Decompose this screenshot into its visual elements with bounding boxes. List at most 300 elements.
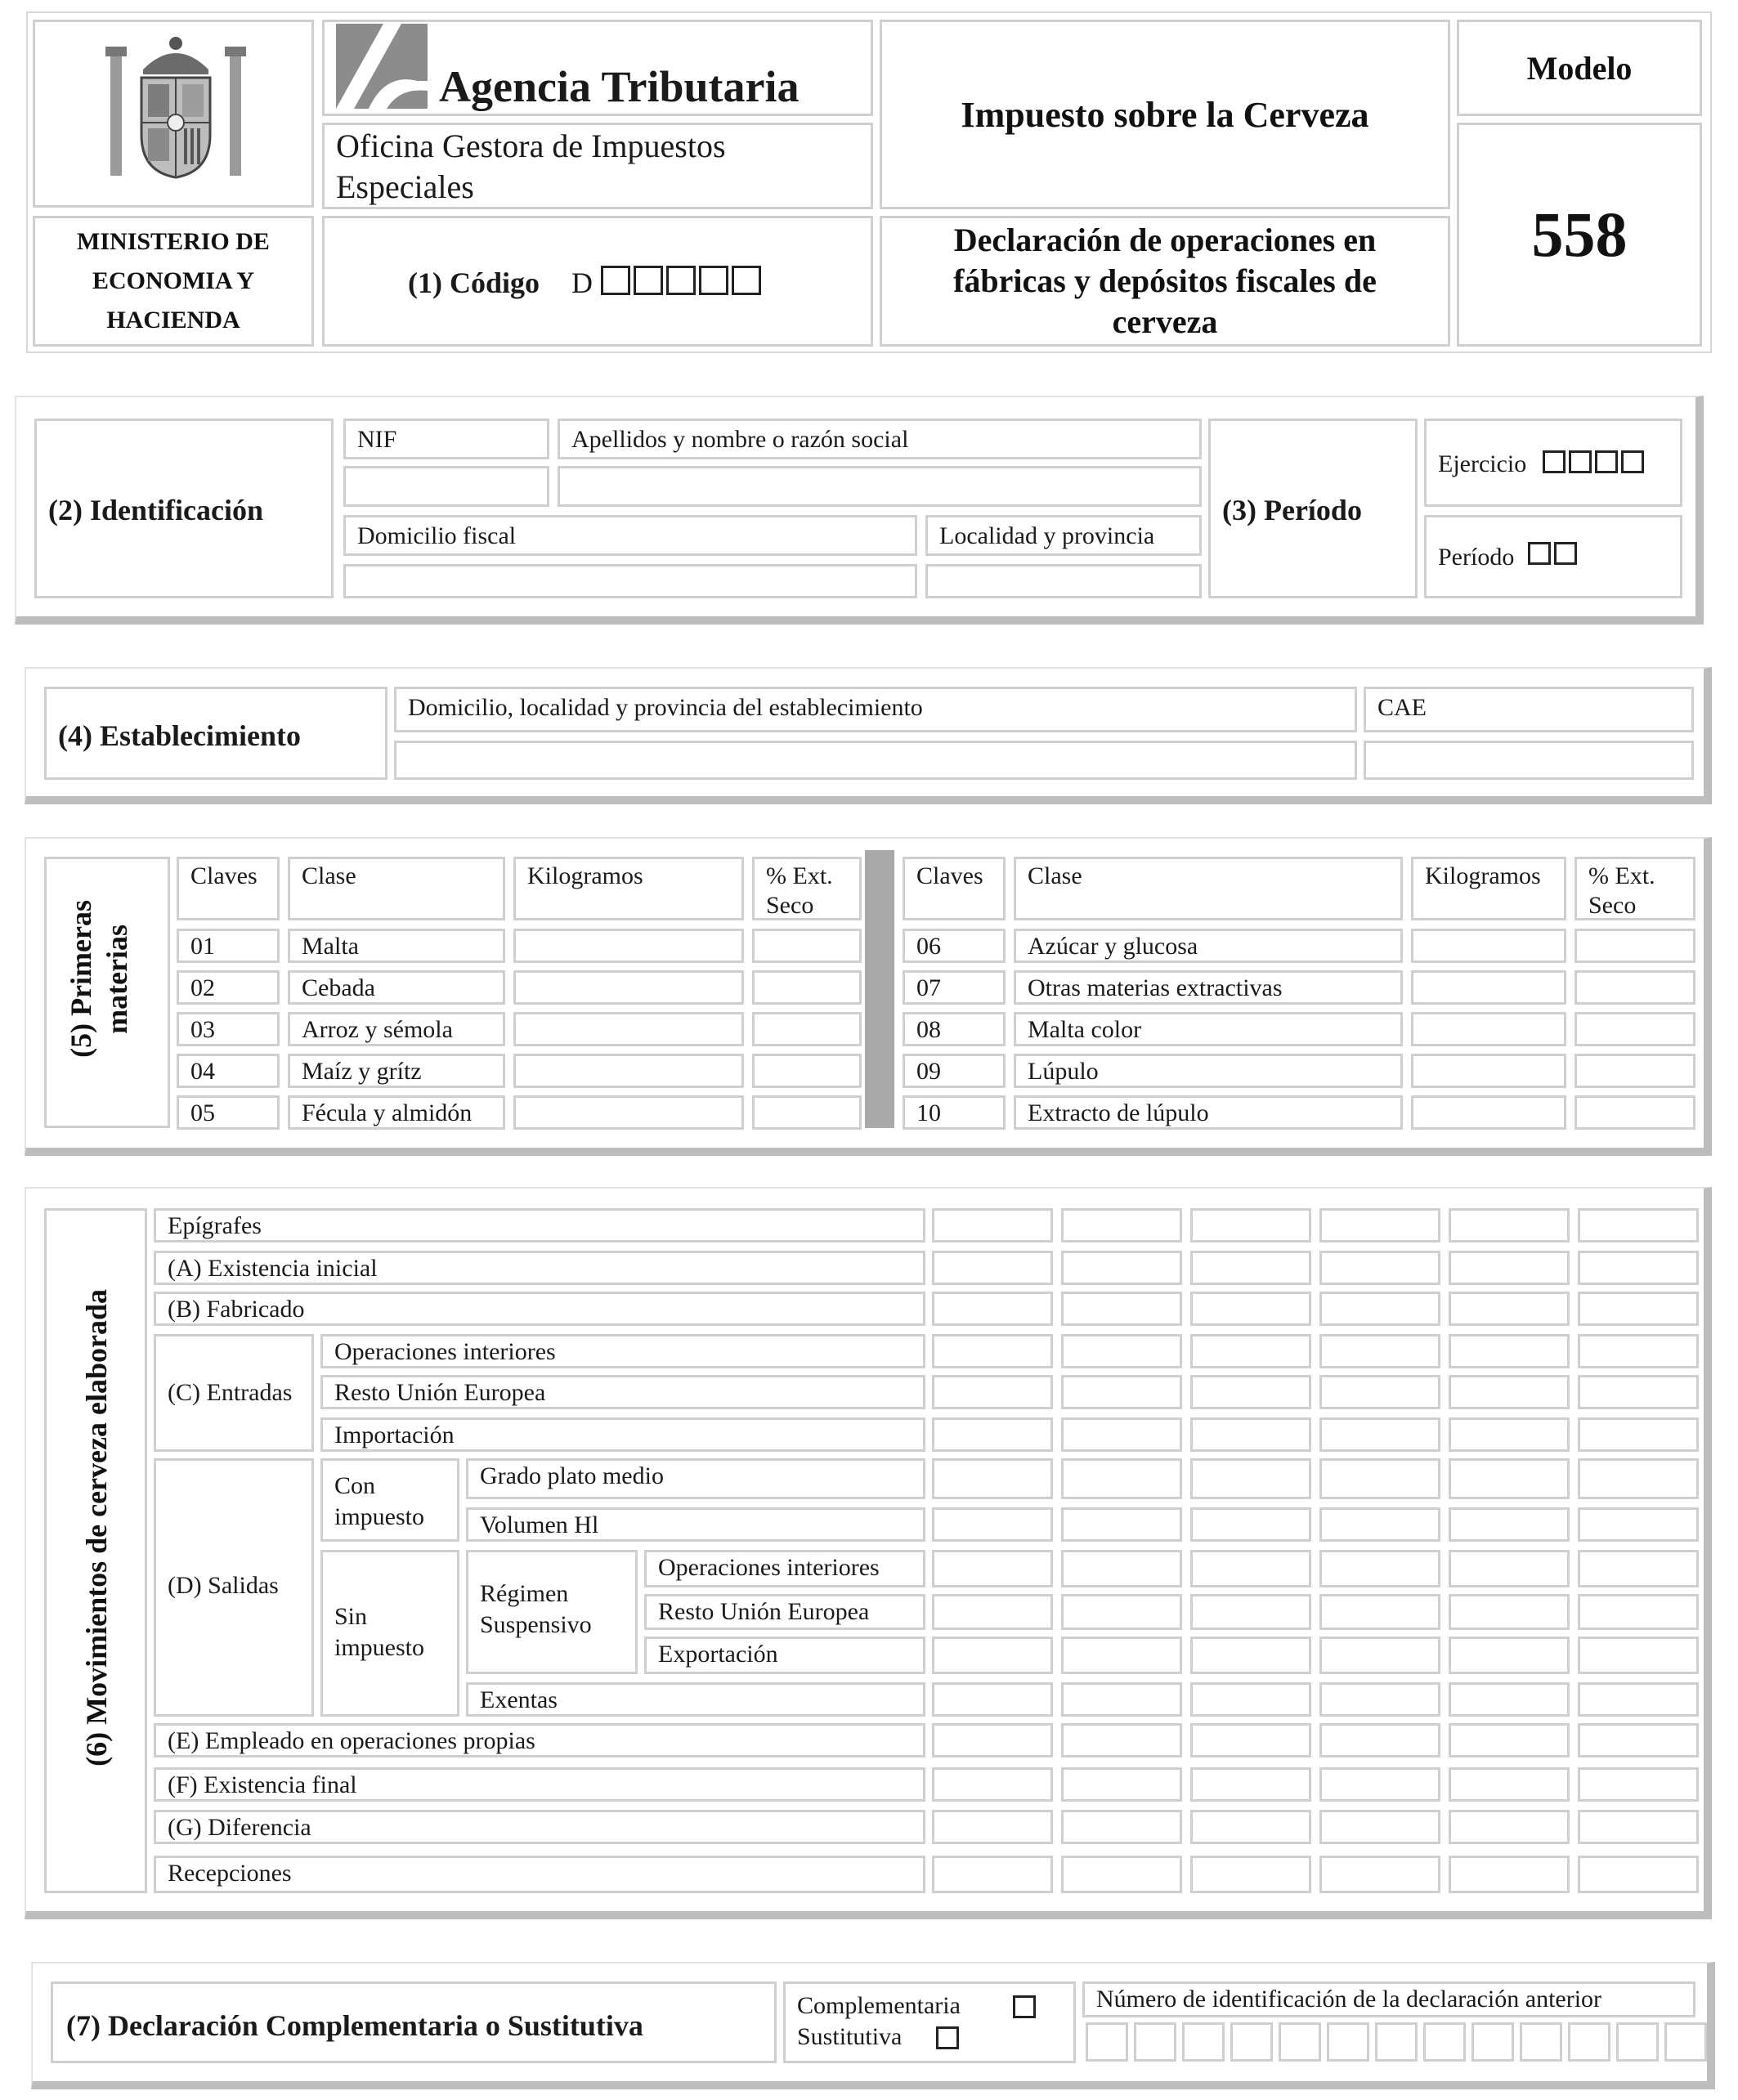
raw-material-name-text: Fécula y almidón (302, 1099, 473, 1126)
importacion-label-text: Importación (334, 1422, 455, 1449)
movement-value-input[interactable] (1061, 1550, 1182, 1587)
movement-value-input[interactable] (1319, 1810, 1440, 1844)
exentas-label-text: Exentas (480, 1686, 558, 1713)
raw-material-kg-input[interactable] (513, 1054, 744, 1088)
left-kg-header-text: Kilogramos (527, 862, 643, 889)
movement-value-input[interactable] (1190, 1682, 1311, 1717)
cae-label-cell (1364, 687, 1694, 732)
raw-material-kg-input[interactable] (1411, 1012, 1566, 1046)
sustitutiva-label: Sustitutiva (797, 2023, 903, 2050)
movement-value-input[interactable] (1449, 1856, 1570, 1893)
ejercicio-digit-box[interactable] (1621, 450, 1644, 473)
previous-declaration-digit-box[interactable] (1086, 2022, 1128, 2062)
code-cell (322, 216, 873, 347)
grado-plato-label-text: Grado plato medio (480, 1462, 664, 1489)
raw-material-kg-input[interactable] (513, 1095, 744, 1130)
movement-value-input[interactable] (932, 1375, 1053, 1409)
ejercicio-digit-box[interactable] (1595, 450, 1618, 473)
previous-declaration-digit-box[interactable] (1230, 2022, 1273, 2062)
movement-value-input[interactable] (932, 1458, 1053, 1499)
raw-material-ext-input[interactable] (1575, 1095, 1695, 1130)
right-clase-header-text: Clase (1028, 862, 1082, 889)
movement-value-input[interactable] (1190, 1723, 1311, 1757)
coat-of-arms-icon (94, 29, 258, 184)
raw-materials-title: (5) Primeras materias (65, 900, 133, 1058)
modelo-label-cell (1457, 20, 1702, 116)
raw-material-kg-input[interactable] (1411, 970, 1566, 1005)
movement-value-input[interactable] (1578, 1810, 1699, 1844)
movement-value-input[interactable] (1190, 1507, 1311, 1542)
raw-material-code (177, 1095, 280, 1130)
left-clase-header-text: Clase (302, 862, 356, 889)
raw-material-code (177, 1054, 280, 1088)
establishment-address-label: Domicilio, localidad y provincia del establecimiento (408, 694, 923, 721)
movement-value-input[interactable] (1449, 1594, 1570, 1630)
movement-value-input[interactable] (1190, 1417, 1311, 1452)
movement-value-input[interactable] (1319, 1637, 1440, 1674)
movement-value-input[interactable] (1190, 1810, 1311, 1844)
complementary-title-cell (51, 1981, 777, 2063)
localidad-label-cell (925, 515, 1202, 556)
raw-material-code (177, 970, 280, 1005)
nif-label-cell (343, 419, 549, 459)
raw-material-ext-input[interactable] (752, 929, 862, 963)
previous-declaration-digit-box[interactable] (1471, 2022, 1514, 2062)
movement-value-input[interactable] (1449, 1723, 1570, 1757)
regimen-suspensivo-line2: Suspensivo (480, 1611, 592, 1638)
raw-material-code (903, 970, 1006, 1005)
raw-material-code-text: 07 (916, 974, 941, 1001)
movement-value-input[interactable] (1319, 1417, 1440, 1452)
movement-value-input[interactable] (1061, 1375, 1182, 1409)
volumen-label (466, 1507, 925, 1542)
entradas-group-label-text: (C) Entradas (168, 1379, 293, 1406)
right-claves-header (903, 857, 1006, 920)
ejercicio-digit-box[interactable] (1543, 450, 1566, 473)
movement-value-input[interactable] (1449, 1637, 1570, 1674)
movement-value-input[interactable] (1190, 1767, 1311, 1802)
declaration-line2: fábricas y depósitos fiscales de (953, 262, 1377, 299)
empleado-label (154, 1723, 925, 1757)
movement-value-input[interactable] (1578, 1637, 1699, 1674)
movement-value-input[interactable] (932, 1507, 1053, 1542)
movement-value-input[interactable] (1578, 1251, 1699, 1285)
movement-value-input[interactable] (1190, 1637, 1311, 1674)
raw-material-ext-input[interactable] (752, 1095, 862, 1130)
previous-declaration-digit-box[interactable] (1568, 2022, 1610, 2062)
raw-material-kg-input[interactable] (1411, 1054, 1566, 1088)
movement-value-input[interactable] (1190, 1251, 1311, 1285)
left-kg-header (513, 857, 744, 920)
epigrafes-label (154, 1208, 925, 1243)
movement-value-input[interactable] (1190, 1334, 1311, 1368)
regimen-suspensivo-label (466, 1550, 638, 1674)
raw-material-code-text: 08 (916, 1016, 941, 1043)
movement-value-input[interactable] (932, 1723, 1053, 1757)
movement-value-input[interactable] (1578, 1767, 1699, 1802)
fabricado-label-text: (B) Fabricado (168, 1296, 305, 1323)
right-claves-header-text: Claves (916, 862, 983, 889)
movements-title: (6) Movimientos de cerveza elaborada (80, 1289, 113, 1766)
raw-materials-title-cell (44, 857, 170, 1128)
entradas-ue-label (320, 1375, 925, 1409)
raw-material-ext-input[interactable] (1575, 929, 1695, 963)
salidas-group-label-text: (D) Salidas (168, 1572, 279, 1599)
raw-material-kg-input[interactable] (1411, 929, 1566, 963)
nif-input[interactable] (343, 466, 549, 507)
right-kg-header (1411, 857, 1566, 920)
raw-material-ext-input[interactable] (752, 1012, 862, 1046)
movement-value-input[interactable] (1578, 1594, 1699, 1630)
recepciones-label-text: Recepciones (168, 1860, 292, 1887)
raw-material-name (1014, 1095, 1403, 1130)
code-boxes (601, 266, 764, 295)
left-claves-header-text: Claves (190, 862, 258, 889)
movement-value-input[interactable] (1578, 1550, 1699, 1587)
raw-material-code-text: 06 (916, 933, 941, 960)
existencia-final-label-text: (F) Existencia final (168, 1771, 357, 1798)
movement-value-input[interactable] (932, 1292, 1053, 1326)
ministry-line2: ECONOMIA Y (92, 267, 255, 294)
cae-input[interactable] (1364, 741, 1694, 780)
movement-value-input[interactable] (932, 1208, 1053, 1243)
right-ext-header-text: % Ext. (1588, 862, 1655, 889)
left-ext-header (752, 857, 862, 920)
previous-declaration-digit-box[interactable] (1134, 2022, 1176, 2062)
movement-value-input[interactable] (1190, 1550, 1311, 1587)
movement-value-input[interactable] (1578, 1856, 1699, 1893)
nombre-input[interactable] (558, 466, 1202, 507)
movement-value-input[interactable] (932, 1594, 1053, 1630)
movement-value-input[interactable] (932, 1417, 1053, 1452)
ministry-cell (33, 216, 314, 347)
movement-value-input[interactable] (932, 1637, 1053, 1674)
previous-declaration-digit-box[interactable] (1520, 2022, 1562, 2062)
raw-material-name-text: Arroz y sémola (302, 1016, 453, 1043)
movement-value-input[interactable] (1578, 1375, 1699, 1409)
raw-material-code-text: 09 (916, 1058, 941, 1085)
movement-value-input[interactable] (1578, 1723, 1699, 1757)
movement-value-input[interactable] (1061, 1417, 1182, 1452)
salidas-ue-label-text: Resto Unión Europea (658, 1598, 870, 1625)
movement-value-input[interactable] (1449, 1458, 1570, 1499)
empleado-label-text: (E) Empleado en operaciones propias (168, 1727, 535, 1754)
movement-value-input[interactable] (1061, 1208, 1182, 1243)
movement-value-input[interactable] (932, 1767, 1053, 1802)
establishment-title: (4) Establecimiento (58, 719, 301, 752)
right-ext-header (1575, 857, 1695, 920)
salidas-interiores-label-text: Operaciones interiores (658, 1554, 880, 1581)
movement-value-input[interactable] (1578, 1334, 1699, 1368)
con-impuesto-line2: impuesto (334, 1503, 424, 1530)
movement-value-input[interactable] (1061, 1723, 1182, 1757)
movement-value-input[interactable] (1578, 1208, 1699, 1243)
ejercicio-cell (1424, 419, 1682, 507)
movement-value-input[interactable] (1190, 1856, 1311, 1893)
nif-label: NIF (357, 426, 397, 453)
diferencia-label-text: (G) Diferencia (168, 1814, 311, 1841)
raw-material-code (177, 929, 280, 963)
raw-material-name (288, 970, 505, 1005)
movement-value-input[interactable] (1449, 1334, 1570, 1368)
raw-material-ext-input[interactable] (1575, 970, 1695, 1005)
cae-label: CAE (1377, 694, 1427, 721)
periodo-digit-box[interactable] (1528, 542, 1551, 565)
identification-title: (2) Identificación (48, 494, 263, 526)
movement-value-input[interactable] (1449, 1208, 1570, 1243)
movement-value-input[interactable] (932, 1856, 1053, 1893)
movement-value-input[interactable] (1319, 1767, 1440, 1802)
previous-declaration-digit-box[interactable] (1279, 2022, 1321, 2062)
complementaria-checkbox[interactable] (1013, 1995, 1036, 2018)
movement-value-input[interactable] (1319, 1682, 1440, 1717)
movement-value-input[interactable] (932, 1550, 1053, 1587)
raw-material-code (903, 1012, 1006, 1046)
movement-value-input[interactable] (1190, 1208, 1311, 1243)
raw-material-kg-input[interactable] (1411, 1095, 1566, 1130)
raw-material-name-text: Lúpulo (1028, 1058, 1099, 1085)
nombre-label: Apellidos y nombre o razón social (571, 426, 909, 453)
ejercicio-label: Ejercicio (1438, 450, 1527, 477)
ext-header-seco: Seco (1588, 892, 1637, 919)
movement-value-input[interactable] (1319, 1292, 1440, 1326)
modelo-number: 558 (1531, 199, 1628, 270)
exentas-label (466, 1682, 925, 1717)
movement-value-input[interactable] (1061, 1458, 1182, 1499)
volumen-label-text: Volumen Hl (480, 1511, 599, 1538)
periodo-digit-box[interactable] (1554, 542, 1577, 565)
existencia-inicial-label (154, 1251, 925, 1285)
previous-declaration-label: Número de identificación de la declaración anterior (1096, 1986, 1602, 2013)
establishment-address-input[interactable] (394, 741, 1357, 780)
raw-material-name-text: Extracto de lúpulo (1028, 1099, 1209, 1126)
movement-value-input[interactable] (1578, 1507, 1699, 1542)
movement-value-input[interactable] (1190, 1375, 1311, 1409)
regimen-suspensivo-label-text: Régimen (480, 1580, 569, 1607)
movement-value-input[interactable] (1061, 1767, 1182, 1802)
localidad-label: Localidad y provincia (939, 522, 1155, 549)
periodo-title: (3) Período (1222, 494, 1362, 526)
left-ext-header-text: % Ext. (766, 862, 833, 889)
movement-value-input[interactable] (1061, 1856, 1182, 1893)
movement-value-input[interactable] (1190, 1292, 1311, 1326)
movement-value-input[interactable] (1061, 1507, 1182, 1542)
movement-value-input[interactable] (1190, 1458, 1311, 1499)
entradas-interiores-label (320, 1334, 925, 1368)
complementary-title: (7) Declaración Complementaria o Sustitutiva (66, 2009, 643, 2042)
con-impuesto-label-text: Con (334, 1472, 376, 1499)
raw-material-code-text: 01 (190, 933, 215, 960)
raw-material-code (903, 1054, 1006, 1088)
raw-material-ext-input[interactable] (1575, 1054, 1695, 1088)
raw-material-name-text: Otras materias extractivas (1028, 974, 1283, 1001)
movement-value-input[interactable] (1449, 1251, 1570, 1285)
importacion-label (320, 1417, 925, 1452)
right-kg-header-text: Kilogramos (1425, 862, 1541, 889)
movement-value-input[interactable] (1578, 1417, 1699, 1452)
con-impuesto-label (320, 1458, 459, 1542)
office-line1: Oficina Gestora de Impuestos (336, 128, 726, 164)
movement-value-input[interactable] (1578, 1292, 1699, 1326)
sin-impuesto-line2: impuesto (334, 1634, 424, 1661)
code-digit-box[interactable] (732, 266, 761, 295)
raw-material-name-text: Malta (302, 933, 359, 960)
domicilio-input[interactable] (343, 564, 917, 598)
previous-declaration-digit-box[interactable] (1327, 2022, 1369, 2062)
code-digit-box[interactable] (666, 266, 696, 295)
declaration-title-cell (880, 216, 1450, 347)
movement-value-input[interactable] (1578, 1458, 1699, 1499)
previous-declaration-digit-box[interactable] (1182, 2022, 1225, 2062)
existencia-final-label (154, 1767, 925, 1802)
salidas-interiores-label (644, 1550, 925, 1587)
complementaria-label: Complementaria (797, 1992, 961, 2019)
raw-material-ext-input[interactable] (752, 970, 862, 1005)
modelo-number-cell (1457, 123, 1702, 347)
movement-value-input[interactable] (1319, 1458, 1440, 1499)
code-digit-box[interactable] (601, 266, 630, 295)
agency-name: Agencia Tributaria (439, 62, 800, 111)
movement-value-input[interactable] (1061, 1251, 1182, 1285)
movements-title-cell (44, 1208, 147, 1893)
code-digit-box[interactable] (634, 266, 663, 295)
diferencia-label (154, 1810, 925, 1844)
ejercicio-boxes (1543, 450, 1647, 473)
raw-material-code-text: 02 (190, 974, 215, 1001)
movement-value-input[interactable] (1449, 1550, 1570, 1587)
previous-declaration-digit-box[interactable] (1375, 2022, 1418, 2062)
raw-material-code-text: 05 (190, 1099, 215, 1126)
periodo-boxes (1528, 542, 1580, 565)
tax-title-cell (880, 20, 1450, 209)
sin-impuesto-label (320, 1550, 459, 1717)
movement-value-input[interactable] (1578, 1682, 1699, 1717)
agency-cell (322, 20, 873, 116)
left-claves-header (177, 857, 280, 920)
raw-material-kg-input[interactable] (513, 929, 744, 963)
identification-title-cell (34, 419, 334, 598)
ext-header-seco: Seco (766, 892, 814, 919)
movement-value-input[interactable] (1319, 1550, 1440, 1587)
ministry-line1: MINISTERIO DE (77, 228, 270, 255)
previous-declaration-digit-box[interactable] (1423, 2022, 1466, 2062)
modelo-label: Modelo (1526, 49, 1633, 87)
movement-value-input[interactable] (932, 1334, 1053, 1368)
raw-material-kg-input[interactable] (513, 970, 744, 1005)
movement-value-input[interactable] (932, 1251, 1053, 1285)
right-clase-header (1014, 857, 1403, 920)
raw-material-code-text: 03 (190, 1016, 215, 1043)
office-cell (322, 123, 873, 209)
movement-value-input[interactable] (1319, 1208, 1440, 1243)
periodo-cell (1424, 515, 1682, 598)
raw-material-code (177, 1012, 280, 1046)
raw-material-code-text: 10 (916, 1099, 941, 1126)
raw-material-code-text: 04 (190, 1058, 215, 1085)
existencia-inicial-label-text: (A) Existencia inicial (168, 1255, 378, 1282)
tax-title: Impuesto sobre la Cerveza (961, 94, 1369, 135)
movement-value-input[interactable] (1061, 1637, 1182, 1674)
movement-value-input[interactable] (1319, 1856, 1440, 1893)
movement-value-input[interactable] (1190, 1594, 1311, 1630)
salidas-ue-label (644, 1594, 925, 1630)
movement-value-input[interactable] (1319, 1723, 1440, 1757)
raw-material-name (288, 1095, 505, 1130)
raw-material-name (1014, 1012, 1403, 1046)
raw-material-ext-input[interactable] (1575, 1012, 1695, 1046)
movement-value-input[interactable] (1449, 1682, 1570, 1717)
movement-value-input[interactable] (932, 1682, 1053, 1717)
raw-material-name-text: Cebada (302, 974, 375, 1001)
movement-value-input[interactable] (1061, 1292, 1182, 1326)
coat-of-arms-cell (33, 20, 314, 208)
movement-value-input[interactable] (1061, 1682, 1182, 1717)
movement-value-input[interactable] (1319, 1375, 1440, 1409)
sin-impuesto-label-text: Sin (334, 1603, 368, 1630)
code-prefix: D (571, 266, 593, 299)
raw-material-name (1014, 970, 1403, 1005)
movement-value-input[interactable] (1449, 1375, 1570, 1409)
periodo-title-cell (1208, 419, 1418, 598)
code-digit-box[interactable] (699, 266, 728, 295)
agency-logo-icon (336, 24, 428, 109)
raw-material-code (903, 929, 1006, 963)
movement-value-input[interactable] (1319, 1594, 1440, 1630)
movement-value-input[interactable] (1449, 1810, 1570, 1844)
epigrafes-label-text: Epígrafes (168, 1212, 262, 1239)
localidad-input[interactable] (925, 564, 1202, 598)
periodo-label: Período (1438, 544, 1515, 571)
movement-value-input[interactable] (1449, 1507, 1570, 1542)
complementary-options-cell (783, 1981, 1076, 2063)
declaration-line1: Declaración de operaciones en (953, 222, 1377, 258)
exportacion-label (644, 1637, 925, 1674)
previous-declaration-digit-box[interactable] (1616, 2022, 1659, 2062)
ejercicio-digit-box[interactable] (1569, 450, 1592, 473)
ministry-line3: HACIENDA (106, 307, 240, 334)
nombre-label-cell (558, 419, 1202, 459)
entradas-group-label (154, 1334, 314, 1452)
movement-value-input[interactable] (1061, 1594, 1182, 1630)
raw-material-kg-input[interactable] (513, 1012, 744, 1046)
raw-material-ext-input[interactable] (752, 1054, 862, 1088)
movement-value-input[interactable] (1449, 1767, 1570, 1802)
movement-value-input[interactable] (932, 1810, 1053, 1844)
raw-materials-divider (865, 850, 894, 1128)
salidas-group-label (154, 1458, 314, 1717)
fabricado-label (154, 1292, 925, 1326)
previous-declaration-digit-box[interactable] (1664, 2022, 1707, 2062)
sustitutiva-checkbox[interactable] (936, 2026, 959, 2049)
movement-value-input[interactable] (1319, 1334, 1440, 1368)
office-line2: Especiales (336, 168, 474, 205)
raw-material-code (903, 1095, 1006, 1130)
raw-material-name-text: Azúcar y glucosa (1028, 933, 1198, 960)
movement-value-input[interactable] (1061, 1334, 1182, 1368)
entradas-interiores-label-text: Operaciones interiores (334, 1338, 556, 1365)
establishment-address-label-cell (394, 687, 1357, 732)
movement-value-input[interactable] (1061, 1810, 1182, 1844)
raw-material-name (288, 1012, 505, 1046)
raw-material-name (288, 929, 505, 963)
movement-value-input[interactable] (1449, 1292, 1570, 1326)
declaration-line3: cerveza (1112, 303, 1218, 340)
raw-material-name-text: Malta color (1028, 1016, 1142, 1043)
movement-value-input[interactable] (1319, 1251, 1440, 1285)
movement-value-input[interactable] (1319, 1507, 1440, 1542)
recepciones-label (154, 1856, 925, 1893)
movement-value-input[interactable] (1449, 1417, 1570, 1452)
